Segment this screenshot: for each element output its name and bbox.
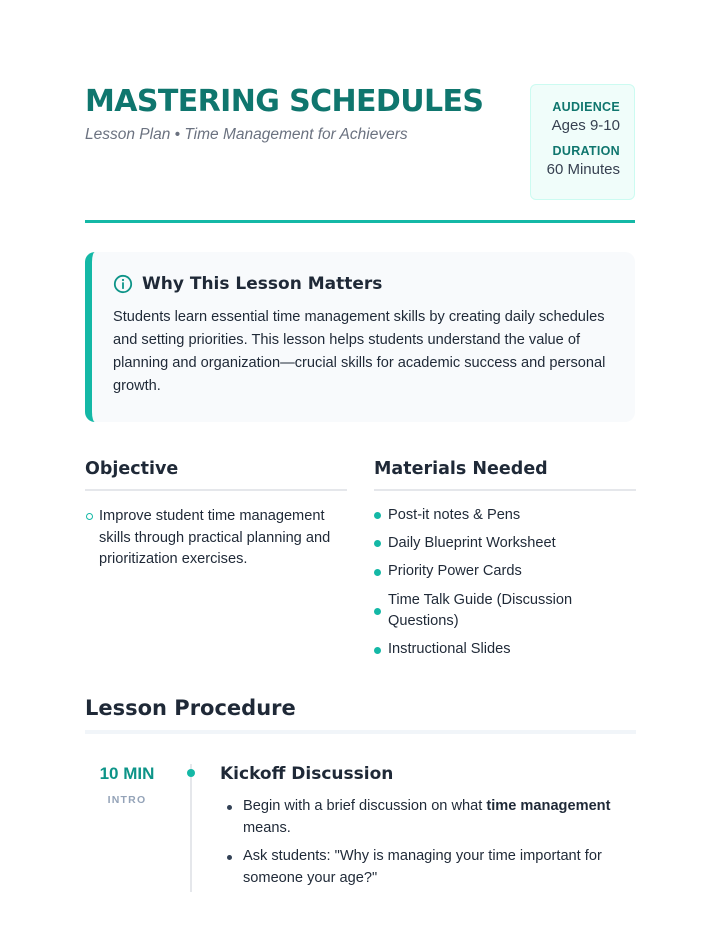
audience-label: AUDIENCE <box>552 100 620 114</box>
why-callout <box>85 252 635 422</box>
bullet-icon <box>227 855 232 860</box>
callout-header <box>113 274 615 294</box>
step-bullet-text: Ask students: "Why is managing your time important for someone your age?" <box>243 848 602 886</box>
objective-heading: Objective <box>85 459 179 479</box>
callout-title: Why This Lesson Matters <box>142 274 383 294</box>
list-item <box>374 639 636 661</box>
step-duration: 10 MIN <box>99 764 155 783</box>
info-circle-icon <box>113 274 133 294</box>
list-item <box>222 796 622 839</box>
dot-bullet-icon <box>374 647 381 654</box>
materials-divider <box>374 489 636 491</box>
lesson-header <box>85 84 635 202</box>
ring-bullet-icon <box>86 513 93 520</box>
list-item <box>374 561 636 583</box>
timeline-line <box>190 764 192 892</box>
header-divider <box>85 220 635 223</box>
material-item: Post-it notes & Pens <box>388 507 521 523</box>
list-item <box>374 505 636 527</box>
list-item <box>374 533 636 555</box>
timeline-dot-icon <box>187 769 195 777</box>
material-item: Daily Blueprint Worksheet <box>388 535 556 552</box>
procedure-divider <box>85 730 636 734</box>
lesson-meta-box <box>530 84 635 200</box>
step-bullets <box>222 796 622 896</box>
objective-list <box>85 506 345 571</box>
dot-bullet-icon <box>374 540 381 547</box>
materials-heading: Materials Needed <box>374 459 548 479</box>
page-subtitle: Lesson Plan • Time Management for Achievers <box>85 126 408 143</box>
material-item: Priority Power Cards <box>388 563 522 580</box>
duration-label: DURATION <box>552 144 620 158</box>
dot-bullet-icon <box>374 608 381 615</box>
audience-value: Ages 9-10 <box>551 117 620 134</box>
emphasis-text: time management <box>486 798 611 814</box>
material-item: Instructional Slides <box>388 641 511 658</box>
dot-bullet-icon <box>374 569 381 576</box>
step-title: Kickoff Discussion <box>220 764 394 784</box>
procedure-heading: Lesson Procedure <box>85 696 296 720</box>
list-item <box>222 846 622 889</box>
list-item <box>374 590 636 633</box>
callout-body: Students learn essential time management skills by creating daily schedules and setting priorities. This lesson helps students understand the value of planning and organization—crucial skills for academic success and personal growth. <box>113 309 606 394</box>
step-phase: INTRO <box>107 794 147 806</box>
materials-list <box>374 505 636 667</box>
objective-item: Improve student time management skills through practical planning and prioritization exercises. <box>99 508 331 567</box>
objective-divider <box>85 489 347 491</box>
bullet-icon <box>227 805 232 810</box>
material-item: Time Talk Guide (Discussion Questions) <box>388 591 573 630</box>
list-item <box>85 506 345 571</box>
page-title: MASTERING SCHEDULES <box>85 84 484 119</box>
dot-bullet-icon <box>374 512 381 519</box>
step-bullet-text: Begin with a brief discussion on what time management means. <box>243 798 611 836</box>
duration-value: 60 Minutes <box>546 161 620 178</box>
